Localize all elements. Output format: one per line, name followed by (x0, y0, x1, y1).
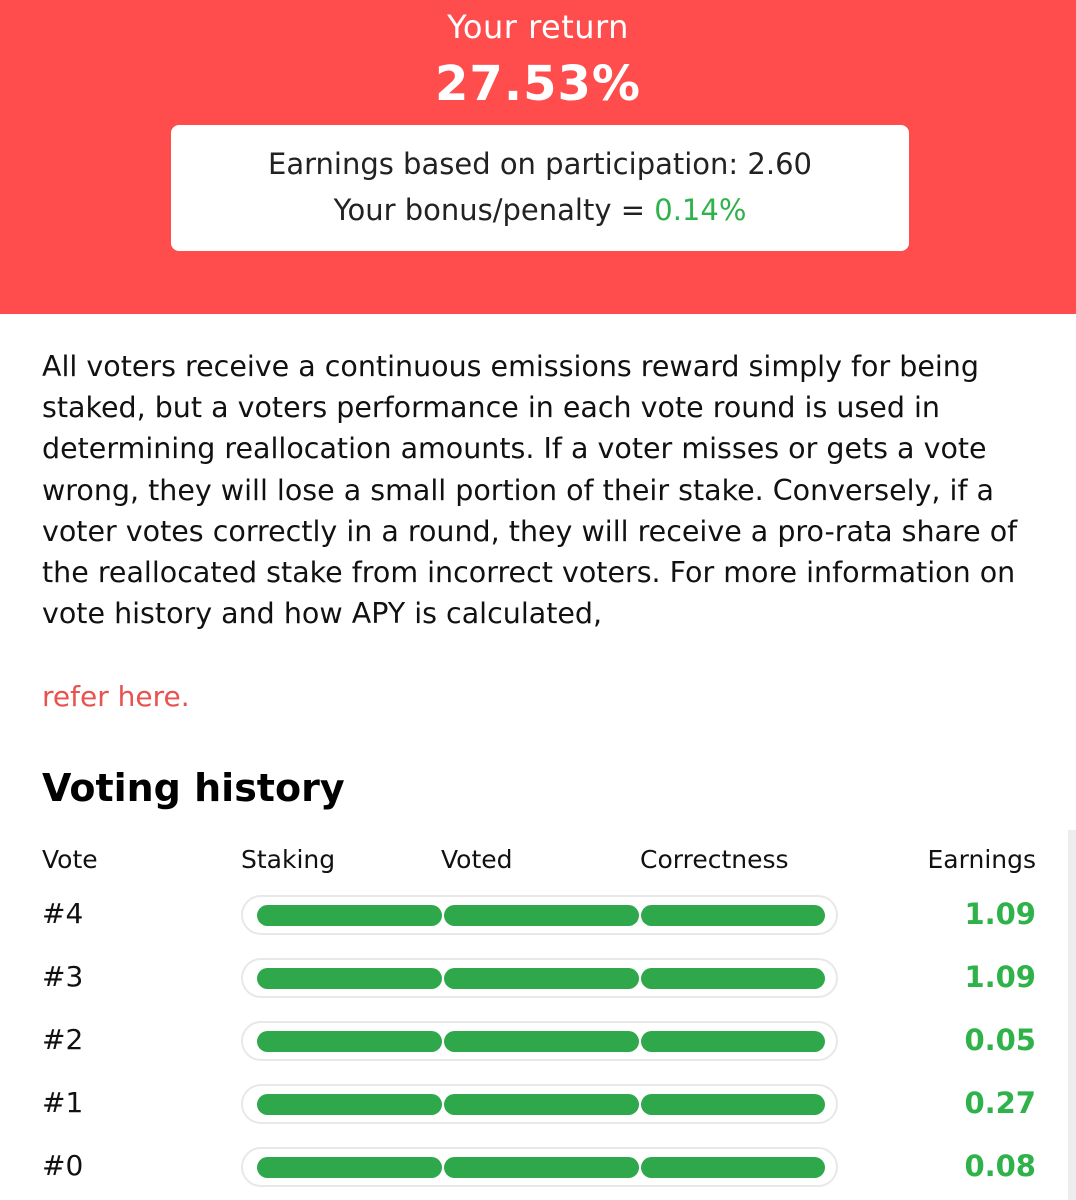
rewards-explanation: All voters receive a continuous emissions reward simply for being staked, but a voters performance in each vote round is used in determining reallocation amounts. If a voter misses or gets a vote wrong, they will lose a small portion of their stake. Conversely, if a voter votes correctly in a round, they will receive a pro-rata share of the reallocated stake from incorrect voters. For more information on vote history and how APY is calculated, (42, 350, 1018, 631)
earnings-summary-card (171, 125, 909, 251)
participation-track (241, 958, 838, 998)
vote-earnings: 0.27 (964, 1086, 1036, 1120)
vote-earnings: 1.09 (964, 897, 1036, 931)
vote-row[interactable] (0, 1084, 1076, 1144)
staking-bar (257, 1094, 442, 1115)
return-header (0, 0, 1076, 314)
vote-row[interactable] (0, 958, 1076, 1018)
refer-here-link[interactable]: refer here. (42, 680, 190, 713)
vote-number: #2 (42, 1023, 84, 1056)
staking-bar (257, 1031, 442, 1052)
column-header-correctness: Correctness (640, 845, 789, 874)
staking-bar (257, 905, 442, 926)
voted-bar (444, 905, 639, 926)
correctness-bar (641, 1094, 825, 1115)
column-header-staking: Staking (241, 845, 336, 874)
voted-bar (444, 1157, 639, 1178)
voted-bar (444, 1094, 639, 1115)
column-header-vote: Vote (42, 845, 98, 874)
return-title: Your return (447, 8, 629, 46)
vote-earnings: 1.09 (964, 960, 1036, 994)
participation-earnings: Earnings based on participation: 2.60 (268, 147, 812, 181)
voted-bar (444, 968, 639, 989)
correctness-bar (641, 968, 825, 989)
bonus-penalty-line (171, 193, 909, 227)
participation-track (241, 1084, 838, 1124)
participation-track (241, 1147, 838, 1187)
vote-row[interactable] (0, 895, 1076, 955)
vote-row[interactable] (0, 1147, 1076, 1200)
staking-bar (257, 1157, 442, 1178)
participation-track (241, 1021, 838, 1061)
vote-number: #0 (42, 1149, 84, 1182)
correctness-bar (641, 1157, 825, 1178)
vote-number: #3 (42, 960, 84, 993)
bonus-penalty-value: 0.14% (654, 193, 747, 227)
return-percentage: 27.53% (435, 56, 641, 112)
correctness-bar (641, 1031, 825, 1052)
participation-track (241, 895, 838, 935)
vote-earnings: 0.08 (964, 1149, 1036, 1183)
bonus-penalty-label: Your bonus/penalty = (333, 193, 655, 227)
column-header-voted: Voted (441, 845, 513, 874)
staking-bar (257, 968, 442, 989)
column-header-earnings: Earnings (927, 845, 1036, 874)
correctness-bar (641, 905, 825, 926)
scrollbar-track[interactable] (1068, 830, 1076, 1200)
voted-bar (444, 1031, 639, 1052)
vote-earnings: 0.05 (964, 1023, 1036, 1057)
vote-number: #1 (42, 1086, 84, 1119)
vote-row[interactable] (0, 1021, 1076, 1081)
vote-number: #4 (42, 897, 84, 930)
voting-history-title: Voting history (42, 766, 345, 810)
